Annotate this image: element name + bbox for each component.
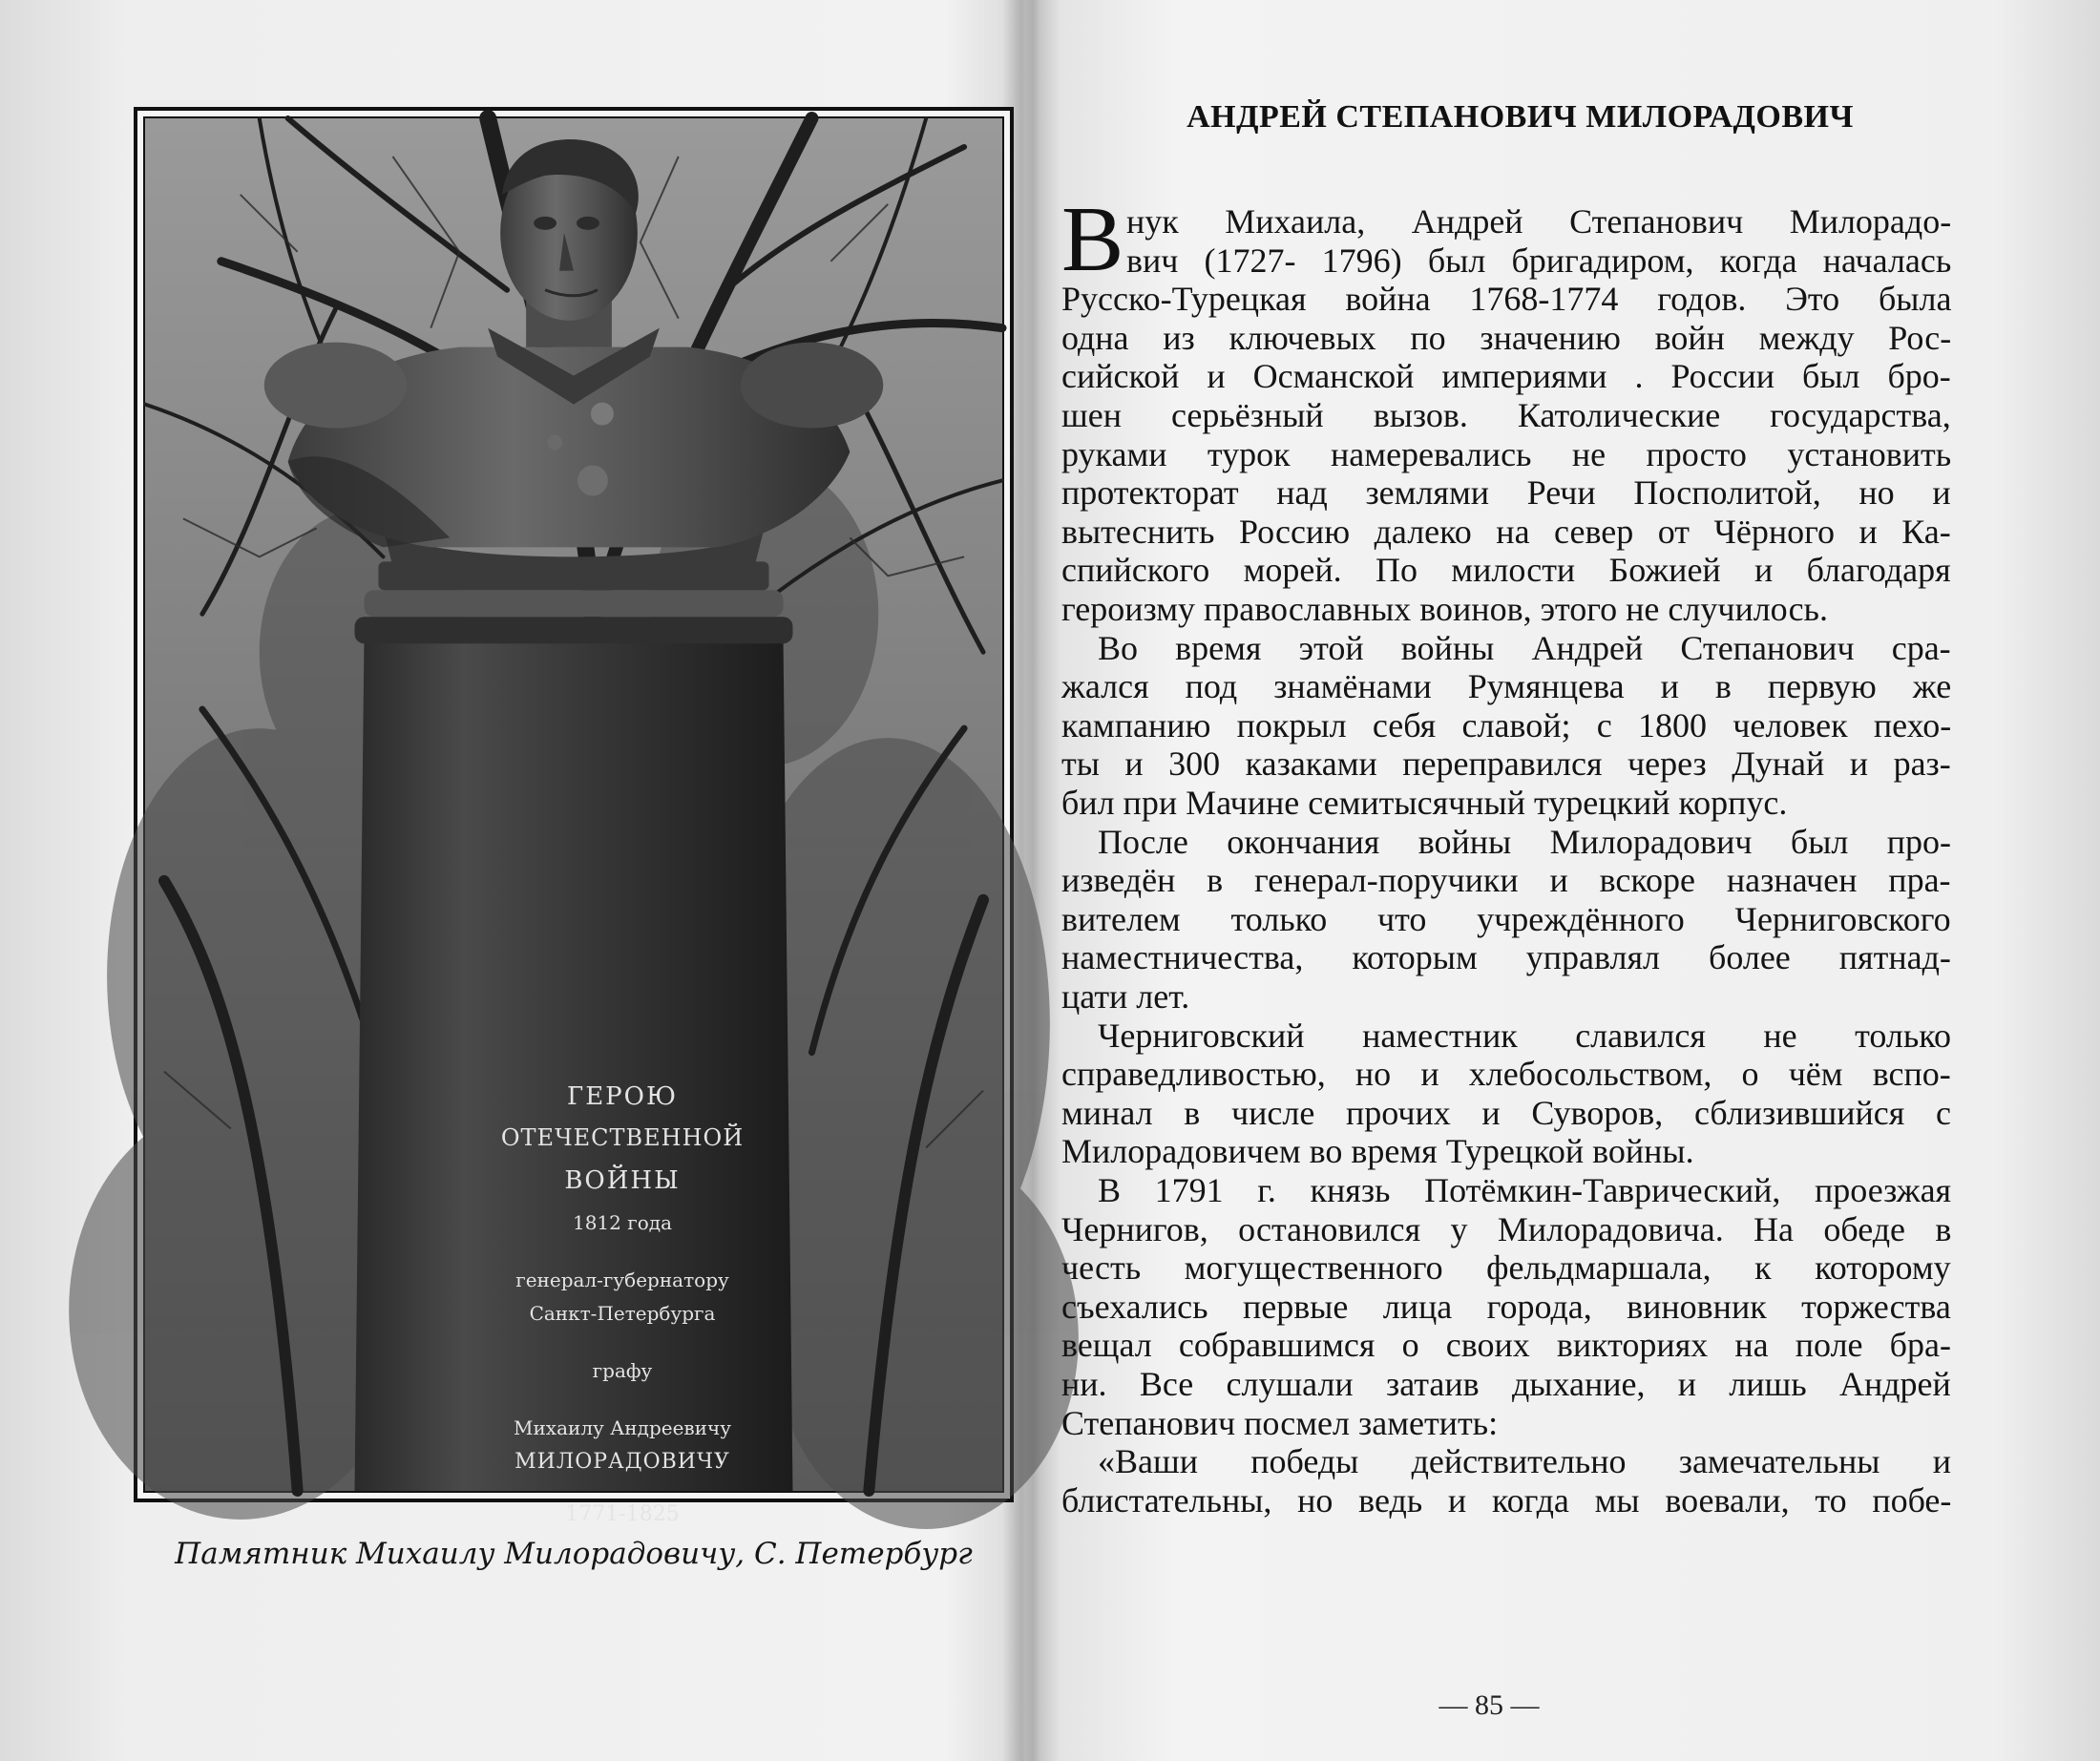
plaque-line: Санкт-Петербурга: [529, 1302, 716, 1325]
text-line: протекторат над землями Речи Посполитой, но и: [1061, 473, 1951, 513]
plaque-line: графу: [592, 1359, 653, 1382]
text-line: вытеснить Россию далеко на север от Чёрного и Ка-: [1061, 512, 1951, 551]
text-line: изведён в генерал-поручики и вскоре назначен пра-: [1061, 861, 1951, 900]
text-line: съехались первые лица города, виновник торжества: [1061, 1287, 1951, 1326]
text-line: спийского морей. По милости Божией и благодаря: [1061, 551, 1951, 590]
page-number: — 85 —: [1438, 1689, 1540, 1721]
text-line: сийской и Османской империями . России был бро-: [1061, 357, 1951, 396]
text-line: вич (1727- 1796) был бригадиром, когда началась: [1126, 241, 1952, 280]
text-line: В 1791 г. князь Потёмкин-Таврический, проезжая: [1098, 1171, 1952, 1209]
text-line: Во время этой войны Андрей Степанович сра-: [1098, 628, 1951, 667]
text-line: героизму православных воинов, этого не случилось.: [1061, 590, 1828, 628]
text-line: вещал собравшимся о своих викториях на поле бра-: [1061, 1326, 1951, 1365]
text-line: одна из ключевых по значению войн между Рос-: [1061, 318, 1952, 357]
text-line: ты и 300 казаками переправился через Дунай и раз-: [1061, 744, 1951, 784]
plaque-line: ОТЕЧЕСТВЕННОЙ: [500, 1124, 745, 1151]
text-line: Русско-Турецкая война 1768-1774 годов. Это была: [1061, 280, 1952, 319]
drop-cap: В: [1061, 188, 1124, 291]
text-line: После окончания войны Милорадович был про-: [1098, 822, 1952, 861]
text-line: кампанию покрыл себя славой; с 1800 человек пехо-: [1061, 705, 1952, 744]
text-line: Чернигов, остановился у Милорадовича. На обеде в: [1061, 1209, 1952, 1248]
plaque-line: ГЕРОЮ: [566, 1082, 679, 1111]
text-line: минал в числе прочих и Суворов, сблизившийся с: [1061, 1093, 1952, 1132]
text-line: Милорадовичем во время Турецкой войны.: [1061, 1132, 1694, 1171]
plaque-line: 1771-1825: [565, 1502, 680, 1526]
text-line: цати лет.: [1061, 977, 1190, 1016]
text-line: блистательны, но ведь и когда мы воевали, то побе-: [1061, 1480, 1952, 1520]
photo-frame-inner: [143, 116, 1004, 1526]
text-line: ни. Все слушали затаив дыхание, и лишь Андрей: [1061, 1365, 1951, 1403]
plaque-line: генерал-губернатору: [515, 1268, 729, 1291]
text-line: руками турок намеревались не просто установить: [1061, 434, 1952, 473]
text-line: наместничества, которым управлял более пятнад-: [1061, 938, 1951, 977]
text-line: справедливостью, но и хлебосольством, о чём вспо-: [1061, 1055, 1951, 1094]
text-line: жался под знамёнами Румянцева и в первую же: [1061, 667, 1952, 706]
text-line: вителем только что учреждённого Черниговского: [1061, 899, 1951, 938]
plaque-line: МИЛОРАДОВИЧУ: [514, 1450, 730, 1474]
plaque-line: ВОЙНЫ: [564, 1166, 681, 1195]
text-line: шен серьёзный вызов. Католические государства,: [1061, 396, 1951, 434]
plaque-line: Михаилу Андреевичу: [513, 1416, 732, 1439]
text-line: Степанович посмел заметить:: [1061, 1403, 1499, 1442]
plaque-line: 1812 года: [572, 1211, 672, 1234]
text-line: честь могущественного фельдмаршала, к которому: [1061, 1248, 1951, 1288]
photo-caption: Памятник Михаилу Милорадовичу, С. Петербург: [175, 1537, 973, 1571]
text-line: нук Михаила, Андрей Степанович Милорадо-: [1126, 202, 1952, 241]
text-line: Черниговский наместник славился не только: [1098, 1016, 1951, 1055]
chapter-title: АНДРЕЙ СТЕПАНОВИЧ МИЛОРАДОВИЧ: [1186, 99, 1854, 135]
text-line: «Ваши победы действительно замечательны и: [1098, 1442, 1952, 1481]
text-line: бил при Мачине семитысячный турецкий корпус.: [1061, 784, 1788, 822]
photo-frame: [134, 107, 1014, 1526]
